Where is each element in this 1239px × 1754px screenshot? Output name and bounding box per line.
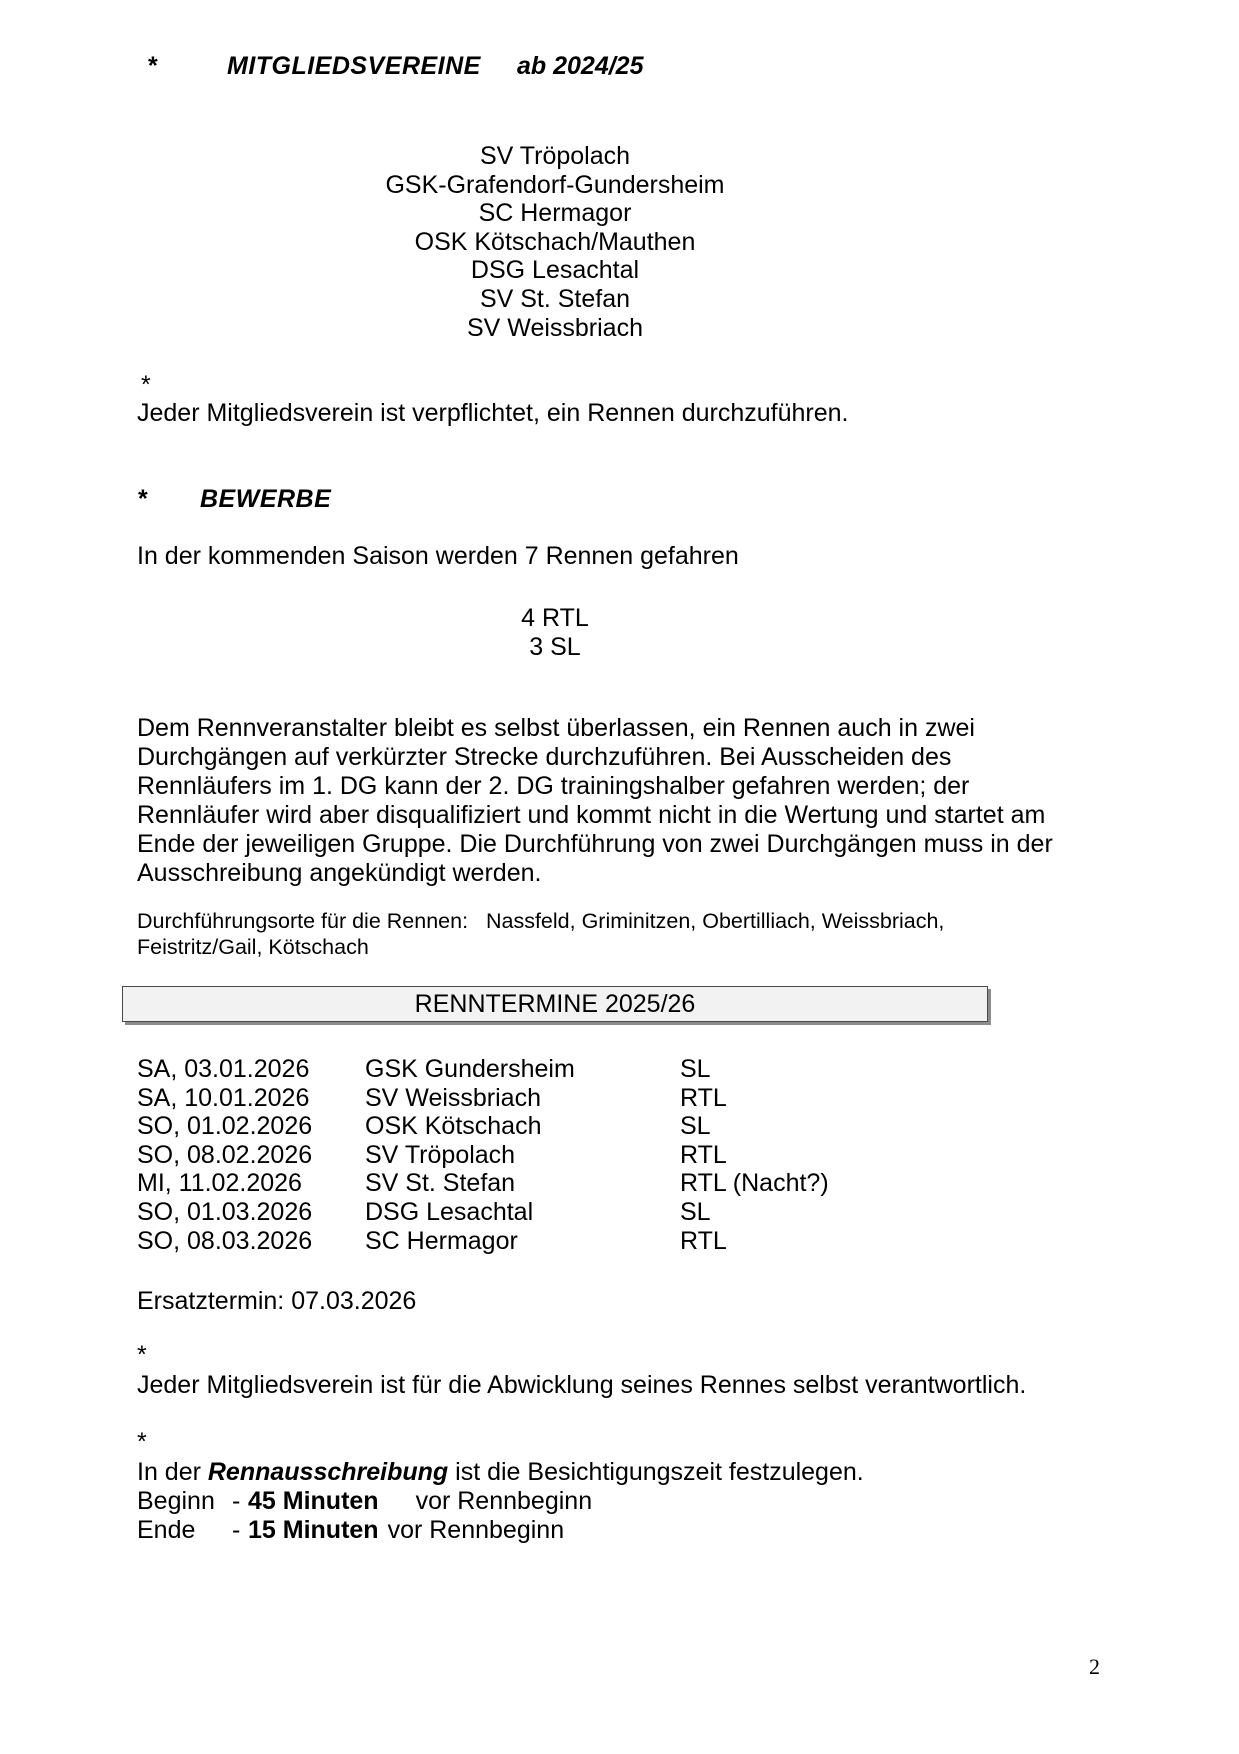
members-note: Jeder Mitgliedsverein ist verpflichtet, ein Rennen durchzuführen.: [137, 399, 849, 427]
race-counts: [137, 604, 973, 662]
race-club: SV St. Stefan: [365, 1169, 516, 1198]
race-club: GSK Gundersheim: [365, 1055, 575, 1083]
race-row: [137, 1141, 1037, 1170]
paragraph-line: Rennläufer wird aber disqualifiziert und kommt nicht in die Wertung und startet am: [137, 801, 1046, 829]
inspection-begin-row: [137, 1487, 592, 1516]
members-season: ab 2024/25: [517, 52, 644, 80]
inspection-rule: [137, 1458, 864, 1487]
paragraph-line: Durchgängen auf verkürzter Strecke durchzuführen. Bei Ausscheiden des: [137, 743, 952, 771]
members-bullet: *: [147, 52, 157, 80]
paragraph-line: Ende der jeweiligen Gruppe. Die Durchführung von zwei Durchgängen muss in der: [137, 830, 1053, 858]
begin-label: Beginn: [137, 1487, 215, 1515]
race-row: [137, 1169, 1037, 1198]
end-suffix: vor Rennbeginn: [387, 1516, 565, 1544]
club-item: DSG Lesachtal: [470, 256, 640, 285]
end-value: 15 Minuten: [248, 1516, 379, 1544]
venues-line: Feistritz/Gail, Kötschach: [137, 935, 369, 959]
race-date: SA, 03.01.2026: [137, 1055, 310, 1083]
race-club: DSG Lesachtal: [365, 1197, 534, 1226]
inspection-rule-keyword: Rennausschreibung: [207, 1458, 449, 1486]
race-row: [137, 1112, 1037, 1141]
renntermine-header: RENNTERMINE 2025/26: [414, 989, 696, 1018]
race-club: SV Weissbriach: [365, 1083, 541, 1112]
begin-value: 45 Minuten: [248, 1487, 379, 1515]
paragraph-line: Rennläufers im 1. DG kann der 2. DG trainingshalber gefahren werden; der: [137, 772, 970, 800]
race-date: SO, 01.02.2026: [137, 1112, 313, 1141]
race-type: RTL (Nacht?): [680, 1169, 829, 1198]
race-row: [137, 1198, 1037, 1227]
race-count-rtl: 4 RTL: [521, 604, 589, 632]
race-type: SL: [680, 1055, 711, 1083]
begin-suffix: vor Rennbeginn: [415, 1487, 593, 1515]
venues-line: Durchführungsorte für die Rennen: Nassfeld, Griminitzen, Obertilliach, Weissbriach,: [137, 909, 945, 933]
race-schedule: [137, 1055, 1037, 1255]
inspection-end-row: [137, 1516, 564, 1545]
members-title: MITGLIEDSVEREINE: [227, 52, 481, 80]
race-row: [137, 1227, 1037, 1256]
end-dash: -: [232, 1516, 241, 1544]
inspection-bullet: *: [137, 1428, 147, 1456]
race-type: RTL: [680, 1140, 727, 1169]
backup-date: Ersatztermin: 07.03.2026: [137, 1287, 417, 1315]
members-note-bullet: *: [141, 371, 151, 399]
race-date: SO, 08.03.2026: [137, 1226, 313, 1255]
race-type: SL: [680, 1112, 711, 1141]
responsibility-note: Jeder Mitgliedsverein ist für die Abwicklung seines Rennes selbst verantwortlich.: [137, 1371, 1027, 1399]
renntermine-header-box: [122, 986, 988, 1022]
club-list: [137, 142, 973, 342]
race-club: SV Tröpolach: [365, 1140, 516, 1169]
page-number: 2: [1089, 1654, 1100, 1679]
bewerbe-title: BEWERBE: [200, 485, 332, 513]
inspection-rule-post: ist die Besichtigungszeit festzulegen.: [448, 1458, 864, 1486]
club-item: SC Hermagor: [478, 199, 632, 228]
responsibility-bullet: *: [137, 1341, 147, 1369]
race-club: OSK Kötschach: [365, 1112, 542, 1141]
club-item: GSK-Grafendorf-Gundersheim: [385, 170, 725, 199]
club-item: SV Weissbriach: [467, 313, 643, 342]
race-count-sl: 3 SL: [529, 633, 581, 661]
club-item: OSK Kötschach/Mauthen: [414, 227, 696, 256]
inspection-rule-pre: In der: [137, 1458, 208, 1486]
begin-dash: -: [232, 1487, 241, 1515]
race-date: SO, 08.02.2026: [137, 1140, 313, 1169]
race-type: RTL: [680, 1226, 727, 1255]
bewerbe-bullet: *: [137, 485, 147, 513]
end-label: Ende: [137, 1516, 196, 1544]
race-row: [137, 1084, 1037, 1113]
bewerbe-intro: In der kommenden Saison werden 7 Rennen gefahren: [137, 542, 739, 570]
race-type: SL: [680, 1197, 711, 1226]
race-date: SO, 01.03.2026: [137, 1197, 313, 1226]
race-row: [137, 1055, 1037, 1084]
bewerbe-paragraph: [137, 714, 1137, 888]
race-club: SC Hermagor: [365, 1226, 518, 1255]
race-type: RTL: [680, 1083, 727, 1112]
paragraph-line: Dem Rennveranstalter bleibt es selbst überlassen, ein Rennen auch in zwei: [137, 714, 975, 742]
race-date: MI, 11.02.2026: [137, 1169, 302, 1198]
paragraph-line: Ausschreibung angekündigt werden.: [137, 859, 542, 887]
club-item: SV St. Stefan: [479, 284, 631, 313]
club-item: SV Tröpolach: [479, 142, 631, 170]
venues-note: [137, 908, 944, 960]
race-date: SA, 10.01.2026: [137, 1083, 310, 1112]
